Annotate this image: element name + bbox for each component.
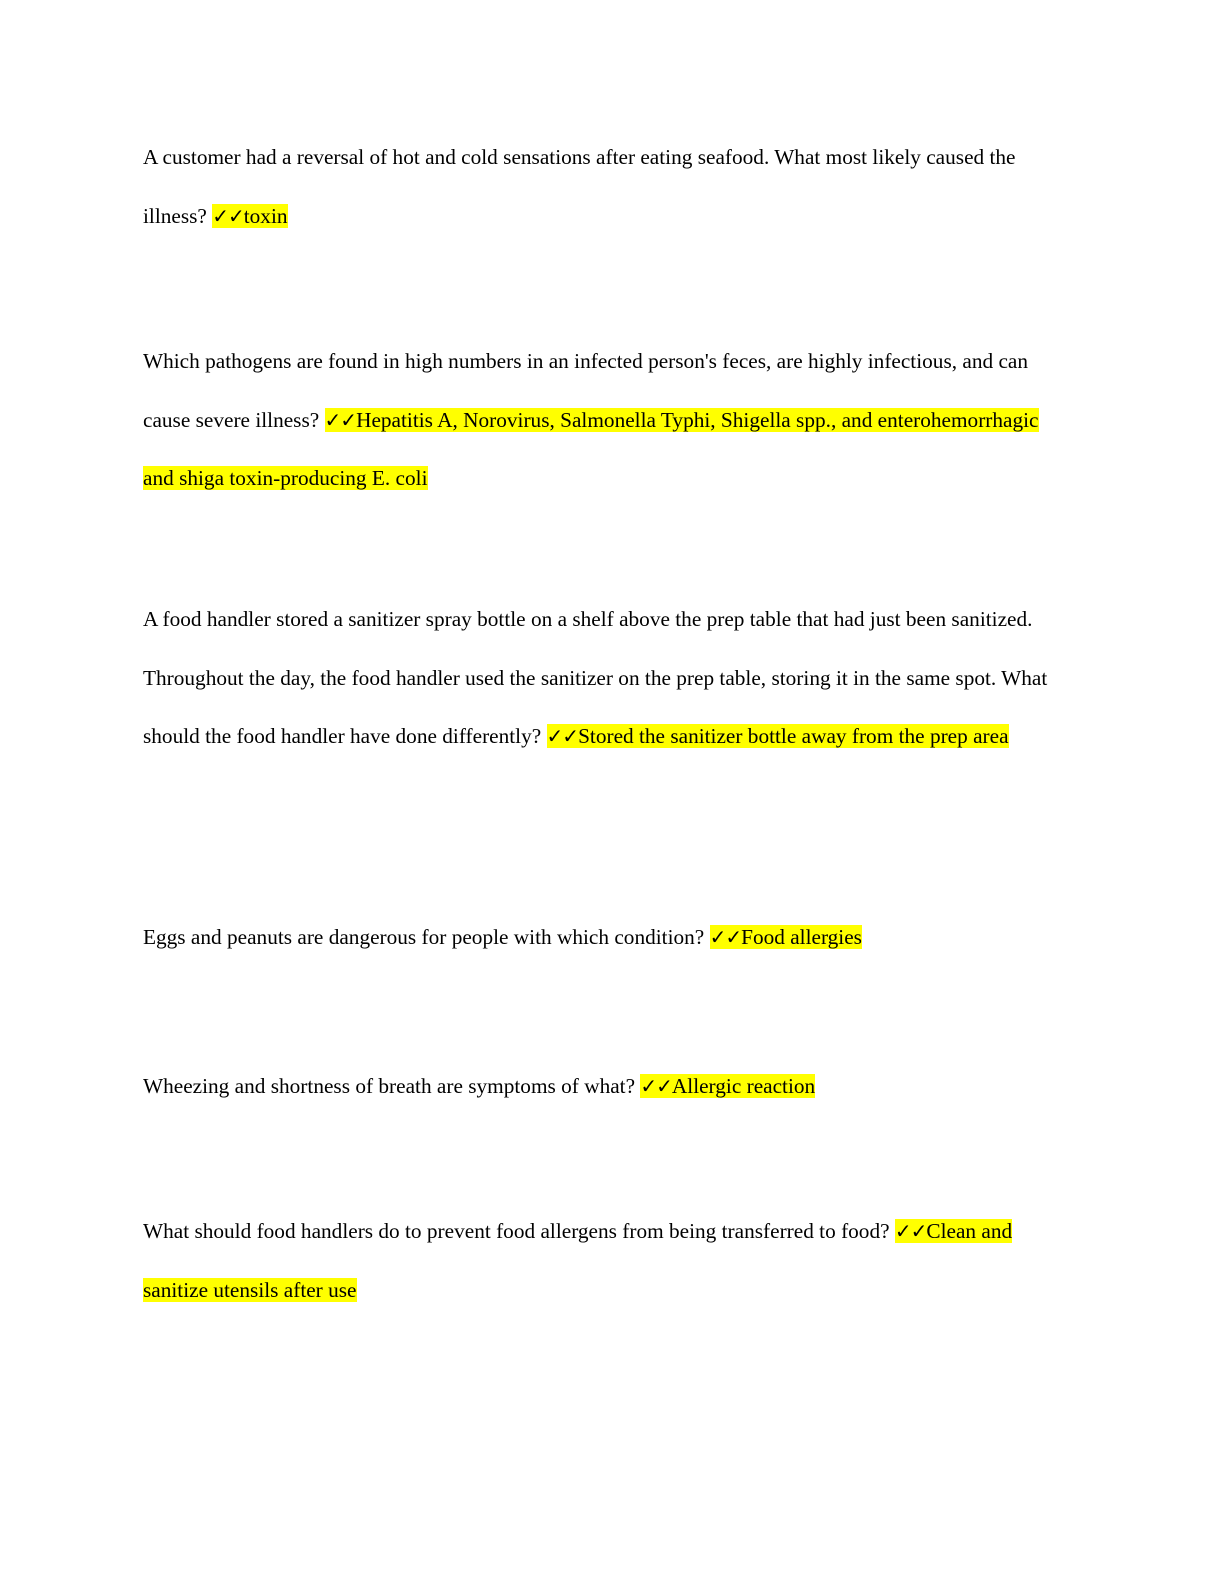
double-check-icon: ✓✓ <box>709 925 742 949</box>
qa-item-1 <box>143 128 1058 245</box>
double-check-icon: ✓✓ <box>324 407 357 432</box>
question-text: Eggs and peanuts are dangerous for people with which condition? <box>143 925 705 949</box>
answer-text: Food allergies <box>741 925 862 949</box>
qa-item-5 <box>143 1057 1058 1116</box>
question-text: A customer had a reversal of hot and cold sensations after eating seafood. What most likely caused the illness? <box>143 145 1016 228</box>
answer-text: Allergic reaction <box>671 1074 816 1098</box>
answer-highlight <box>547 724 1009 748</box>
qa-item-6 <box>143 1202 1058 1319</box>
qa-item-2 <box>143 332 1058 508</box>
answer-text: Clean and sanitize utensils after use <box>143 1219 1013 1302</box>
answer-highlight <box>710 925 862 949</box>
qa-item-4 <box>143 908 1058 967</box>
double-check-icon: ✓✓ <box>212 203 244 228</box>
answer-highlight <box>640 1074 815 1098</box>
answer-text: Hepatitis A, Norovirus, Salmonella Typhi, Shigella spp., and enterohemorrhagic and shiga toxin-producing E. coli <box>143 407 1039 490</box>
double-check-icon: ✓✓ <box>894 1219 927 1243</box>
answer-highlight <box>212 204 287 228</box>
answer-text: toxin <box>243 203 288 228</box>
double-check-icon: ✓✓ <box>640 1074 672 1098</box>
qa-item-3 <box>143 590 1058 766</box>
answer-text: Stored the sanitizer bottle away from the prep area <box>578 724 1009 748</box>
question-text: Wheezing and shortness of breath are symptoms of what? <box>143 1074 636 1098</box>
question-text: A food handler stored a sanitizer spray bottle on a shelf above the prep table that had just been sanitized. Throughout the day, the food handler used the sanitizer on the prep table, storing it in the same spot. What should the food handler have done differently? <box>143 607 1048 748</box>
question-text: Which pathogens are found in high numbers in an infected person's feces, are highly infectious, and can cause severe illness? <box>143 349 1029 432</box>
double-check-icon: ✓✓ <box>546 724 579 748</box>
question-text: What should food handlers do to prevent food allergens from being transferred to food? <box>143 1219 890 1243</box>
